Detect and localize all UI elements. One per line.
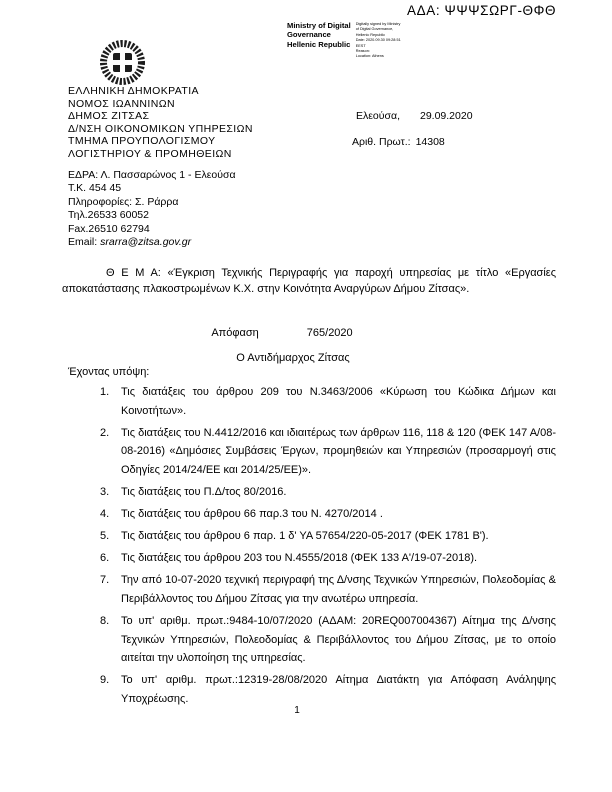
item-text: Τις διατάξεις του άρθρου 203 του Ν.4555/2018 (ΦΕΚ 133 Α'/19-07-2018).	[121, 552, 478, 565]
signature-details	[356, 21, 401, 60]
considerations-list	[100, 383, 556, 712]
item-text: Την από 10-07-2020 τεχνική περιγραφή της Δ/νσης Τεχνικών Υπηρεσιών, Πολεοδομίας & Περιβάλλοντος του Δήμου Ζίτσας για την ανωτέρω υπηρεσία.	[121, 574, 556, 605]
item-number: 2.	[100, 426, 110, 439]
decision-label: Απόφαση	[211, 327, 259, 339]
contact-line: Τηλ.26533 60052	[68, 209, 149, 222]
preamble: Έχοντας υπόψη:	[68, 366, 150, 378]
hellenic-republic-emblem-icon	[99, 39, 146, 91]
signature-authority-line: Governance	[287, 30, 331, 40]
signature-authority-line: Ministry of Digital	[287, 21, 351, 30]
item-text: Το υπ' αριθμ. πρωτ.:12319-28/08/2020 Αίτημα Διατάκτη για Απόφαση Ανάληψης Υποχρέωσης.	[121, 674, 556, 705]
protocol-number-line	[352, 136, 445, 148]
subject-paragraph: Θ Ε Μ Α: «Έγκριση Τεχνικής Περιγραφής για παροχή υπηρεσίας με τίτλο «Εργασίες αποκατάστασης πλακοστρωμένων Κ.Χ. στην Κοινότητα Αναργύρων Δήμου Ζίτσας».	[62, 267, 556, 295]
item-number: 9.	[100, 674, 110, 687]
signature-detail-line: Reason:	[355, 49, 370, 54]
consideration-item	[100, 505, 556, 524]
signature-detail-line: Location: Athens	[355, 54, 384, 59]
protocol-label: Αριθ. Πρωτ.:	[352, 136, 411, 148]
decision-number: 765/2020	[306, 327, 353, 339]
consideration-item	[100, 383, 556, 420]
item-number: 7.	[100, 574, 110, 587]
header-line: Δ/ΝΣΗ ΟΙΚΟΝΟΜΙΚΩΝ ΥΠΗΡΕΣΙΩΝ	[68, 122, 253, 135]
item-number: 5.	[100, 530, 110, 543]
item-text: Τις διατάξεις του Π.Δ/τος 80/2016.	[121, 485, 287, 498]
signature-detail-line: EEST	[355, 43, 366, 48]
decision-heading	[0, 327, 588, 339]
header-line: ΝΟΜΟΣ ΙΩΑΝΝΙΝΩΝ	[68, 97, 175, 110]
dateline-place: Ελεούσα,	[356, 110, 400, 122]
consideration-item	[100, 671, 556, 708]
signature-detail-line: Digitally signed by Ministry	[355, 22, 401, 26]
dateline	[356, 110, 473, 122]
item-text: Τις διατάξεις του άρθρου 209 του Ν.3463/2006 «Κύρωση του Κώδικα Δήμων και Κοινοτήτων».	[121, 386, 556, 417]
protocol-number: 14308	[415, 136, 445, 148]
contact-line: Fax.26510 62794	[68, 222, 150, 235]
header-line: ΛΟΓΙΣΤΗΡΙΟΥ & ΠΡΟΜΗΘΕΙΩΝ	[68, 147, 232, 160]
header-line: ΔΗΜΟΣ ΖΙΤΣΑΣ	[68, 110, 150, 123]
consideration-item	[100, 483, 556, 502]
consideration-item	[100, 549, 556, 568]
item-number: 4.	[100, 508, 110, 521]
header-line: ΕΛΛΗΝΙΚΗ ΔΗΜΟΚΡΑΤΙΑ	[68, 85, 199, 97]
consideration-item	[100, 612, 556, 668]
contact-block	[68, 169, 236, 249]
signature-authority	[287, 21, 351, 60]
contact-line: Πληροφορίες: Σ. Ράρρα	[68, 195, 179, 208]
item-number: 3.	[100, 485, 110, 498]
contact-line: ΕΔΡΑ: Λ. Πασσαρώνος 1 - Ελεούσα	[68, 169, 236, 181]
signature-authority-line: Hellenic Republic	[287, 39, 351, 49]
signature-detail-line: Hellenic Republic	[355, 32, 386, 37]
contact-line: Τ.Κ. 454 45	[68, 182, 122, 195]
header-line: ΤΜΗΜΑ ΠΡΟΥΠΟΛΟΓΙΣΜΟΥ	[68, 135, 216, 148]
item-text: Τις διατάξεις του άρθρου 6 παρ. 1 δ' ΥΑ 57654/220-05-2017 (ΦΕΚ 1781 Β').	[121, 530, 489, 543]
item-number: 8.	[100, 615, 110, 628]
item-number: 6.	[100, 552, 110, 565]
item-text: Τις διατάξεις του άρθρου 66 παρ.3 του Ν. 4270/2014 .	[121, 508, 383, 521]
signatory-title: Ο Αντιδήμαρχος Ζίτσας	[236, 352, 350, 364]
ada-code: ΑΔΑ: ΨΨΨΣΩΡΓ-ΘΦΘ	[407, 3, 557, 18]
item-text: Το υπ' αριθμ. πρωτ.:9484-10/07/2020 (ΑΔΑΜ: 20REQ007004367) Αίτημα της Δ/νσης Τεχνικών Υπηρεσιών, Πολεοδομίας & Περιβάλλοντος του Δήμου Ζίτσας, με το οποίο αιτείται την υλοποίηση της υπηρεσίας.	[121, 615, 556, 665]
item-text: Τις διατάξεις του Ν.4412/2016 και ιδιαιτέρως των άρθρων 116, 118 & 120 (ΦΕΚ 147 Α/08-08-2016) «Δημόσιες Συμβάσεις Έργων, προμηθειών και Υπηρεσιών (προσαρμογή στις Οδηγίες 2014/24/ΕΕ και 2014/25/ΕΕ)».	[121, 426, 556, 476]
email-label: Email:	[68, 236, 98, 249]
page-number: 1	[294, 705, 300, 716]
email-line	[68, 236, 236, 249]
signature-detail-line: Date: 2020.09.30 09:28:51	[355, 38, 401, 43]
digital-signature-stamp	[287, 21, 401, 60]
signature-detail-line: of Digital Governance,	[355, 27, 394, 32]
consideration-item	[100, 571, 556, 608]
consideration-item	[100, 424, 556, 480]
consideration-item	[100, 527, 556, 546]
contact-lines	[68, 169, 236, 236]
dateline-date: 29.09.2020	[419, 110, 473, 122]
issuing-authority-header	[68, 85, 253, 161]
item-number: 1.	[100, 386, 110, 398]
email-address: srarra@zitsa.gov.gr	[100, 236, 192, 249]
